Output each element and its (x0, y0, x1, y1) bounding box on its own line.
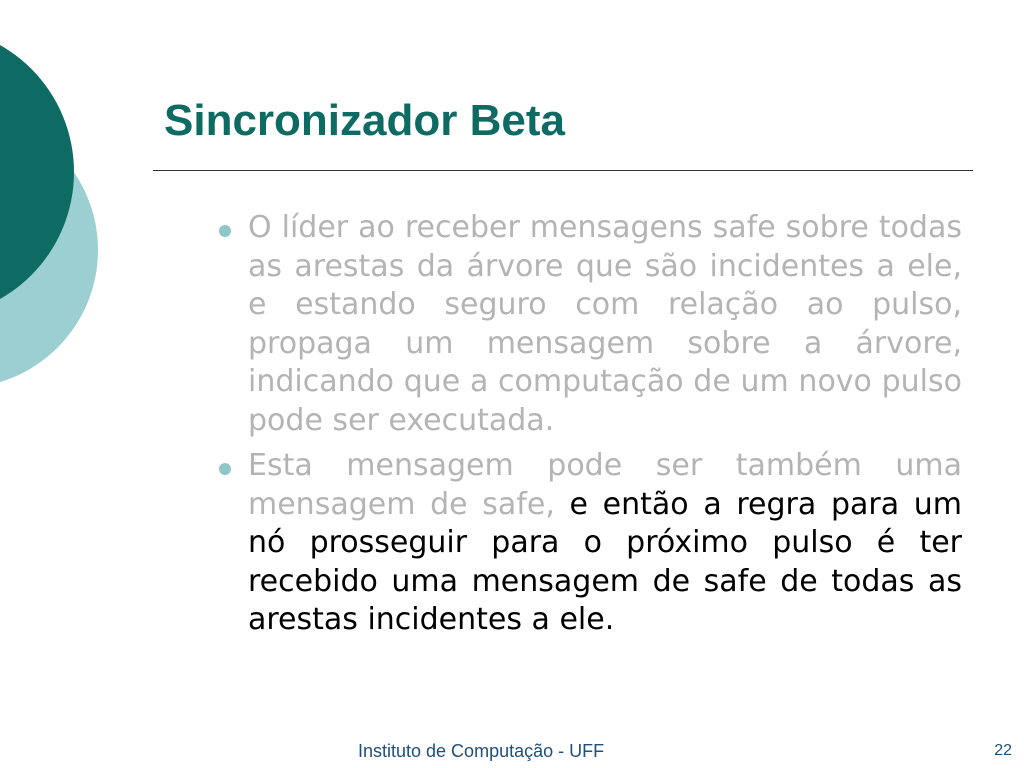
bullet-text-dark: e então a regra para um nó prosseguir para o próximo pulso é ter recebido uma mensagem de safe de todas as arestas incidentes a ele. (248, 486, 962, 637)
title-divider (153, 170, 973, 171)
footer-institution: Instituto de Computação - UFF (358, 741, 605, 761)
bullet-text-muted: Esta mensagem pode ser também uma mensagem de safe, (248, 448, 962, 522)
bullet-list (216, 209, 962, 647)
slide-title: Sincronizador Beta (164, 96, 565, 145)
page-number: 22 (994, 742, 1012, 759)
bullet-text-muted: O líder ao receber mensagens safe sobre todas as arestas da árvore que são incidentes a ele, e estando seguro com relação ao pulso, propaga um mensagem sobre a árvore, indicando que a computação de um novo pulso pode ser executada. (248, 210, 962, 438)
bullet-item (216, 209, 962, 440)
bullet-dot-icon (219, 463, 231, 475)
bullet-dot-icon (219, 225, 231, 237)
bullet-item (216, 447, 962, 640)
bullet-text (248, 447, 962, 640)
bullet-text (248, 209, 962, 440)
decorative-circles (0, 0, 110, 400)
